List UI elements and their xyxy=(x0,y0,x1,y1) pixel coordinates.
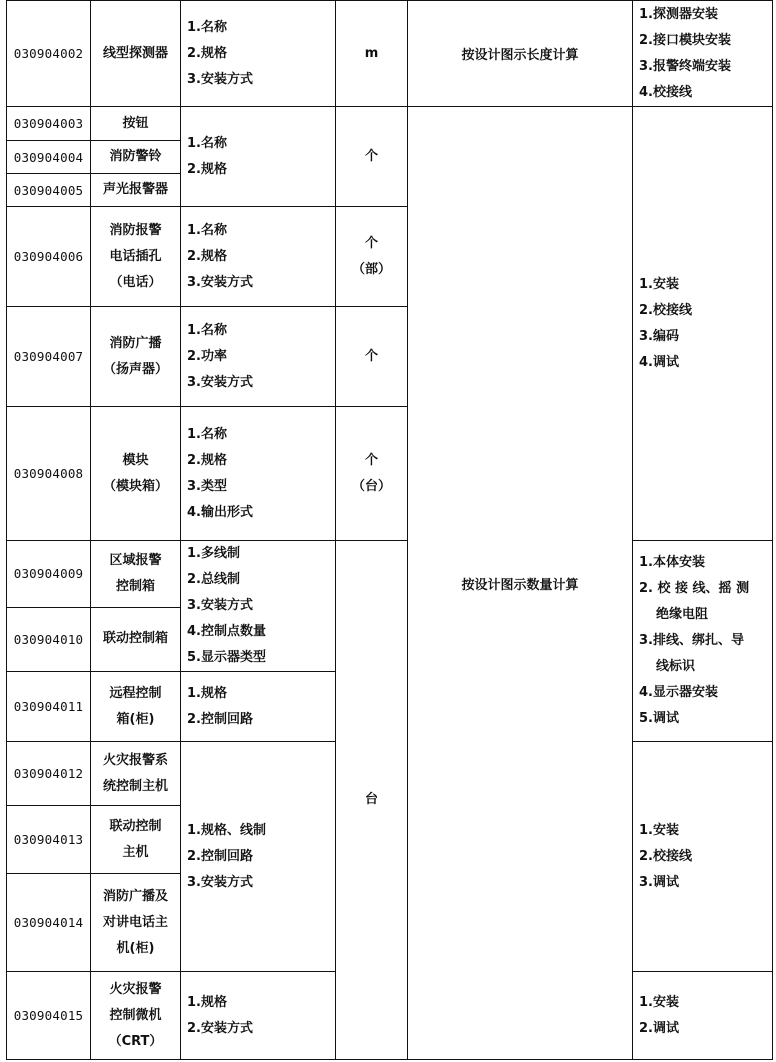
cell-line: 个 xyxy=(364,235,378,251)
cell-line: 消防警铃 xyxy=(109,149,162,164)
item-features xyxy=(181,742,336,972)
item-work xyxy=(633,1,773,107)
cell-line: （部） xyxy=(351,261,391,277)
item-name xyxy=(91,407,181,541)
cell-line: （CRT） xyxy=(108,1033,163,1049)
cell-line: 3.安装方式 xyxy=(187,374,253,390)
cell-line: 3.报警终端安装 xyxy=(639,58,731,74)
item-code: 030904003 xyxy=(7,107,91,141)
item-code: 030904011 xyxy=(7,672,91,742)
cell-line: 3.编码 xyxy=(639,328,679,344)
cell-line: 消防报警 xyxy=(109,222,162,238)
item-code: 030904009 xyxy=(7,541,91,608)
cell-line: 1.安装 xyxy=(639,276,679,292)
cell-line: 绝缘电阻 xyxy=(656,607,709,622)
cell-line: 3.排线、绑扎、导 xyxy=(639,633,744,648)
cell-line: 箱(柜) xyxy=(116,711,155,727)
cell-line: 1.探测器安装 xyxy=(639,6,718,22)
item-name xyxy=(91,307,181,407)
cell-line: 4.调试 xyxy=(639,354,679,370)
item-unit xyxy=(336,107,408,207)
item-name xyxy=(91,174,181,207)
item-code: 030904012 xyxy=(7,742,91,806)
item-unit xyxy=(336,541,408,1060)
cell-line: 1.规格、线制 xyxy=(187,822,266,838)
cell-line: （扬声器） xyxy=(102,361,168,377)
cell-line: 1.本体安装 xyxy=(639,555,705,570)
cell-line: （台） xyxy=(351,478,391,494)
item-code: 030904002 xyxy=(7,1,91,107)
cell-line: 4.输出形式 xyxy=(187,504,253,520)
item-name xyxy=(91,672,181,742)
cell-line: 个 xyxy=(364,452,378,468)
cell-line: 1.名称 xyxy=(187,322,227,338)
cell-line: 2.控制回路 xyxy=(187,848,253,864)
cell-line: 5.调试 xyxy=(639,711,679,726)
item-name xyxy=(91,806,181,874)
item-name xyxy=(91,874,181,972)
item-code: 030904007 xyxy=(7,307,91,407)
item-features xyxy=(181,672,336,742)
cell-line: 联动控制 xyxy=(109,818,162,834)
cell-line: 控制微机 xyxy=(109,1007,162,1023)
table-row xyxy=(7,107,773,141)
cell-line: 电话插孔 xyxy=(109,248,162,264)
cell-line: 区域报警 xyxy=(109,552,162,568)
item-rule: 按设计图示数量计算 xyxy=(408,107,633,1060)
item-code: 030904005 xyxy=(7,174,91,207)
item-name xyxy=(91,141,181,174)
cell-line: 2.总线制 xyxy=(187,572,240,587)
item-features xyxy=(181,107,336,207)
cell-line: 1.名称 xyxy=(187,222,227,238)
cell-line: 5.显示器类型 xyxy=(187,650,266,665)
cell-line: 2.功率 xyxy=(187,348,227,364)
cell-line: 2.调试 xyxy=(639,1020,679,1036)
specification-table xyxy=(6,0,773,1060)
cell-line: 按钮 xyxy=(122,115,149,131)
cell-line: 4.控制点数量 xyxy=(187,624,266,639)
item-features xyxy=(181,407,336,541)
cell-line: 3.安装方式 xyxy=(187,874,253,890)
cell-line: 1.安装 xyxy=(639,994,679,1010)
item-name xyxy=(91,107,181,141)
cell-line: 统控制主机 xyxy=(102,778,168,794)
cell-line: 消防广播及 xyxy=(102,888,168,904)
cell-line: 3.安装方式 xyxy=(187,274,253,290)
cell-line: 3.调试 xyxy=(639,874,679,890)
item-unit xyxy=(336,407,408,541)
item-unit xyxy=(336,207,408,307)
cell-line: 声光报警器 xyxy=(102,182,168,197)
item-code: 030904006 xyxy=(7,207,91,307)
cell-line: 3.类型 xyxy=(187,478,227,494)
cell-line: 机(柜) xyxy=(116,940,155,956)
item-code: 030904010 xyxy=(7,607,91,672)
item-name xyxy=(91,1,181,107)
cell-line: 控制箱 xyxy=(115,578,155,594)
item-work xyxy=(633,742,773,972)
cell-line: 个 xyxy=(364,148,378,164)
cell-line: 主机 xyxy=(122,844,149,860)
cell-line: 4.显示器安装 xyxy=(639,685,718,700)
cell-line: 台 xyxy=(364,792,378,807)
cell-line: 线型探测器 xyxy=(102,45,168,61)
cell-line: 火灾报警 xyxy=(109,981,162,997)
item-features xyxy=(181,207,336,307)
item-features xyxy=(181,541,336,672)
cell-line: （模块箱） xyxy=(102,478,168,494)
cell-line: 2.接口模块安装 xyxy=(639,32,731,48)
cell-line: 2.规格 xyxy=(187,452,227,468)
item-name xyxy=(91,742,181,806)
item-name xyxy=(91,207,181,307)
cell-line: 1.安装 xyxy=(639,822,679,838)
cell-line: 3.安装方式 xyxy=(187,71,253,87)
item-code: 030904013 xyxy=(7,806,91,874)
item-work xyxy=(633,541,773,742)
item-work xyxy=(633,107,773,541)
item-code: 030904015 xyxy=(7,972,91,1060)
item-code: 030904014 xyxy=(7,874,91,972)
item-rule: 按设计图示长度计算 xyxy=(408,1,633,107)
cell-line: 4.校接线 xyxy=(639,84,692,100)
cell-line: 远程控制 xyxy=(109,685,162,701)
item-name xyxy=(91,541,181,608)
item-unit xyxy=(336,307,408,407)
cell-line: 2.校接线 xyxy=(639,302,692,318)
cell-line: 1.名称 xyxy=(187,19,227,35)
item-code: 030904008 xyxy=(7,407,91,541)
cell-line: 3.安装方式 xyxy=(187,598,253,613)
cell-line: （电话） xyxy=(109,274,162,290)
cell-line: 线标识 xyxy=(656,659,696,674)
item-features xyxy=(181,307,336,407)
cell-line: 火灾报警系 xyxy=(102,752,168,768)
item-work xyxy=(633,972,773,1060)
cell-line: 1.名称 xyxy=(187,426,227,442)
cell-line: 2.控制回路 xyxy=(187,711,253,727)
cell-line: 消防广播 xyxy=(109,335,162,351)
item-name xyxy=(91,607,181,672)
cell-line: 对讲电话主 xyxy=(102,914,168,930)
cell-line: 1.名称 xyxy=(187,135,227,151)
cell-line: 联动控制箱 xyxy=(102,631,168,647)
cell-line: 2.规格 xyxy=(187,248,227,264)
cell-line: 1.规格 xyxy=(187,994,227,1010)
cell-line: 1.规格 xyxy=(187,685,227,701)
cell-line: 2. 校 接 线、摇 测 xyxy=(639,581,750,596)
table-row xyxy=(7,541,773,608)
cell-line: 2.规格 xyxy=(187,161,227,177)
cell-line: 2.规格 xyxy=(187,45,227,61)
cell-line: 个 xyxy=(364,348,378,364)
item-unit xyxy=(336,1,408,107)
table-row xyxy=(7,1,773,107)
cell-line: 2.校接线 xyxy=(639,848,692,864)
item-code: 030904004 xyxy=(7,141,91,174)
item-features xyxy=(181,972,336,1060)
cell-line: 1.多线制 xyxy=(187,546,240,561)
cell-line: 模块 xyxy=(122,452,149,468)
item-features xyxy=(181,1,336,107)
cell-line: m xyxy=(364,45,379,61)
item-name xyxy=(91,972,181,1060)
cell-line: 2.安装方式 xyxy=(187,1020,253,1036)
